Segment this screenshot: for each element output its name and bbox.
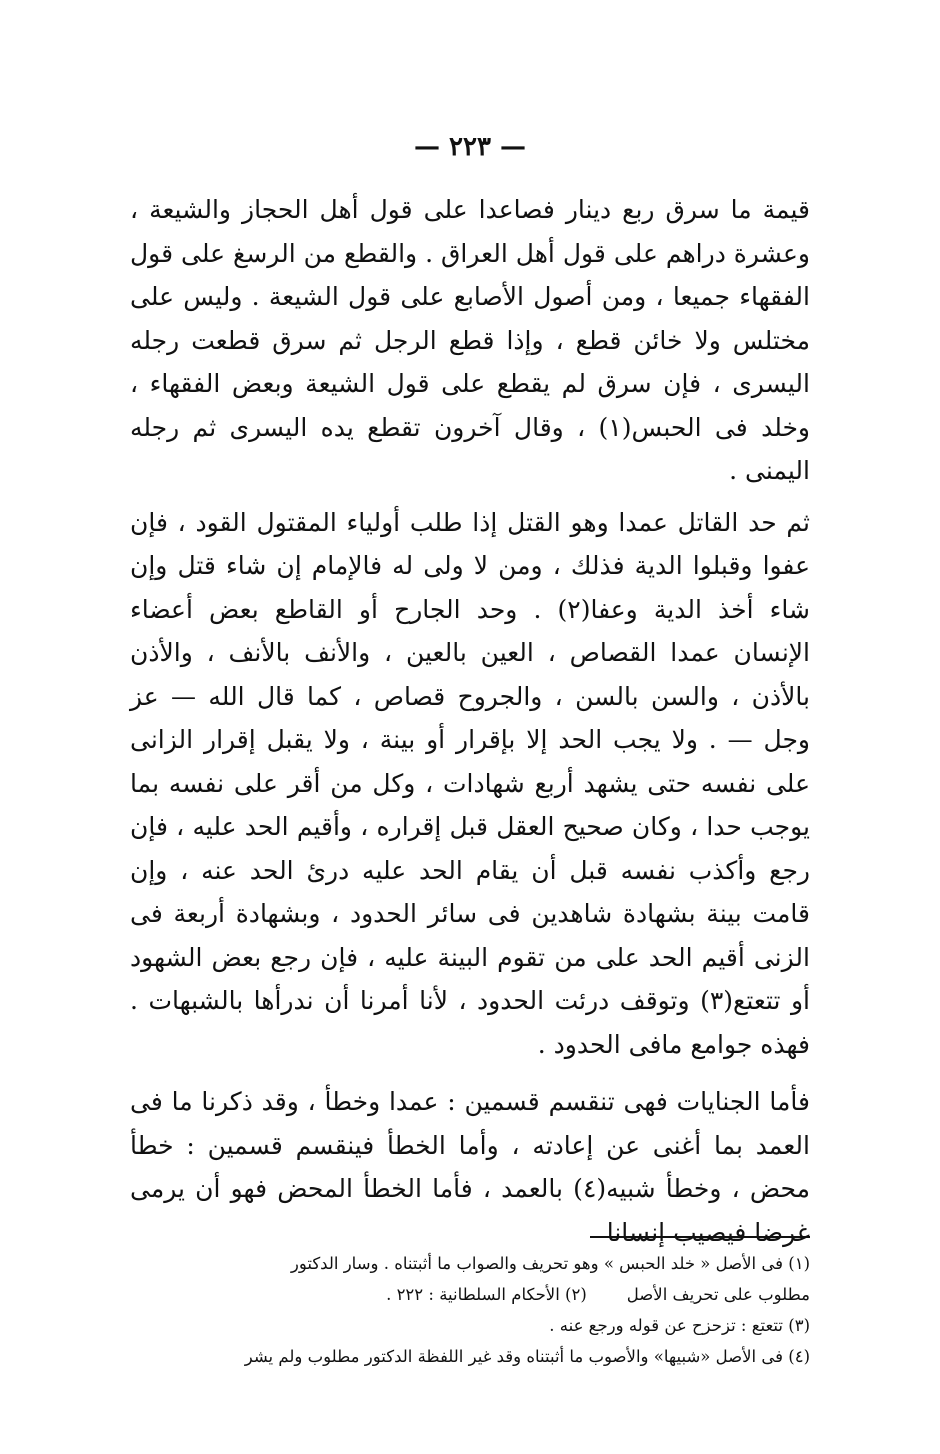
footnote-line-2 [130,1279,810,1310]
footnote-divider [590,1236,810,1238]
footnote-3: (٣) تتعتع : تزحزح عن قوله ورجع عنه . [549,1316,810,1335]
paragraph-1: قيمة ما سرق ربع دينار فصاعدا على قول أهل الحجاز والشيعة ، وعشرة دراهم على قول أهل العراق . والقطع من الرسغ على قول الفقهاء جميعا ، ومن أصول الأصابع على قول الشيعة . وليس على مختلس ولا خائن قطع ، وإذا قطع الرجل ثم سرق قطعت رجله اليسرى ، فإن سرق لم يقطع على قول الشيعة وبعض الفقهاء ، وخلد فى الحبس(١) ، وقال آخرون تقطع يده اليسرى ثم رجله اليمنى . [130,195,810,485]
page-number: — ٢٢٣ — [413,132,527,162]
footnotes [130,1248,810,1372]
main-text [130,188,810,1254]
paragraph-3: فأما الجنايات فهى تنقسم قسمين : عمدا وخطأ ، وقد ذكرنا ما فى العمد بما أغنى عن إعادته ، وأما الخطأ فينقسم قسمين : خطأ محض ، وخطأ شبيه(٤) بالعمد ، فأما الخطأ المحض فهو أن يرمى غرضا فيصيب إنسانا [130,1087,810,1247]
paragraph-2: ثم حد القاتل عمدا وهو القتل إذا طلب أولياء المقتول القود ، فإن عفوا وقبلوا الدية فذلك ، ومن لا ولى له فالإمام إن شاء قتل وإن شاء أخذ الدية وعفا(٢) . وحد الجارح أو القاطع بعض أعضاء الإنسان عمدا القصاص ، العين بالعين ، والأنف بالأنف ، والأذن بالأذن ، والسن بالسن ، والجروح قصاص ، كما قال الله — عز وجل — . ولا يجب الحد إلا بإقرار أو بينة ، ولا يقبل إقرار الزانى على نفسه حتى يشهد أربع شهادات ، وكل من أقر على نفسه بما يوجب حدا ، وكان صحيح العقل قبل إقراره ، وأقيم الحد عليه ، فإن رجع وأكذب نفسه قبل أن يقام الحد عليه درئ الحد عنه ، وإن قامت بينة بشهادة شاهدين فى سائر الحدود ، وبشهادة أربعة فى الزنى أقيم الحد على من تقوم البينة عليه ، فإن رجع بعض الشهود أو تتعتع(٣) وتوقف درئت الحدود ، لأنا أمرنا أن ندرأها بالشبهات . فهذه جوامع مافى الحدود . [130,507,810,1059]
footnote-2: (٢) الأحكام السلطانية : ٢٢٢ . [386,1285,587,1304]
footnote-1-continuation: مطلوب على تحريف الأصل [626,1285,810,1304]
footnote-1: (١) فى الأصل « خلد الحبس » وهو تحريف والصواب ما أثبتناه . وسار الدكتور [290,1254,810,1273]
footnote-4: (٤) فى الأصل «شبيها» والأصوب ما أثبتناه وقد غير اللفظة الدكتور مطلوب ولم يشر [244,1347,810,1366]
